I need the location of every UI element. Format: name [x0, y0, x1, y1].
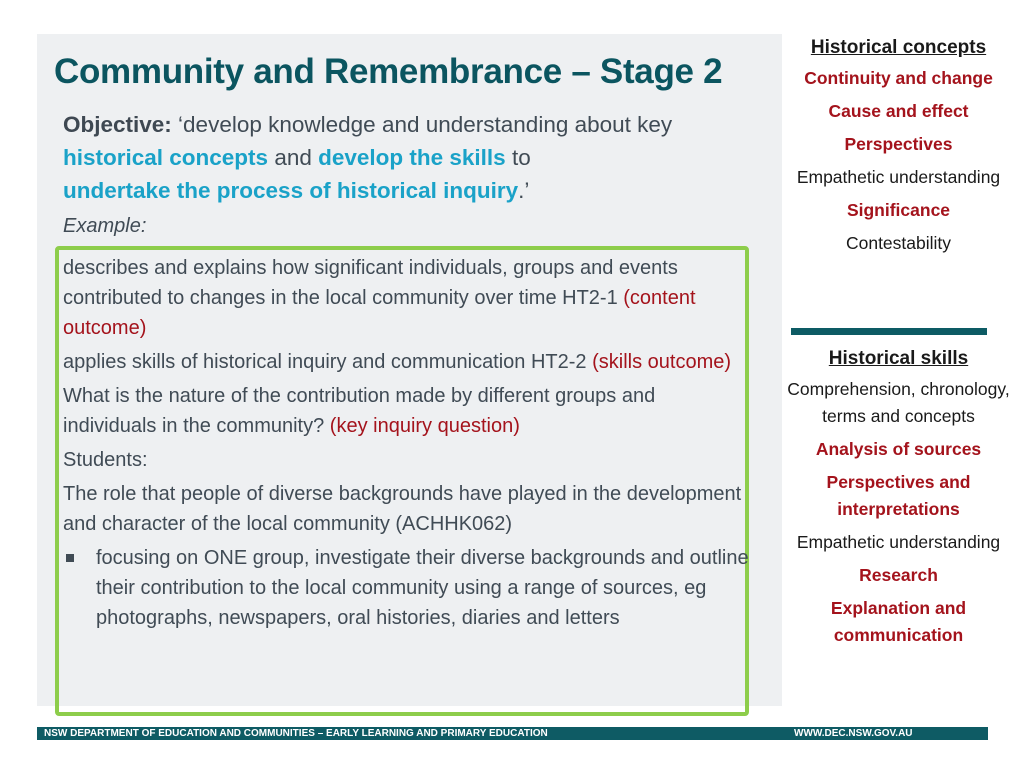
content-bullet: [63, 543, 749, 633]
content-bullet-text: focusing on ONE group, investigate their diverse backgrounds and outline their contribution to the local community using a range of sources, eg photographs, newspapers, oral histories, diaries and letters: [96, 547, 749, 629]
historical-skill-item: Empathetic understanding: [796, 532, 1001, 552]
skills-outcome-tag: (skills outcome): [592, 351, 732, 373]
key-inquiry-question: [63, 381, 749, 441]
historical-concepts-list: [786, 65, 1011, 257]
key-inquiry-question-text: What is the nature of the contribution made by different groups and individuals in the community?: [63, 385, 656, 437]
historical-concepts-panel: [786, 35, 1011, 263]
key-inquiry-question-tag: (key inquiry question): [329, 415, 520, 437]
historical-concept-item: Cause and effect: [828, 101, 969, 121]
historical-concept-item: Perspectives: [844, 134, 953, 154]
page-title: Community and Remembrance – Stage 2: [54, 52, 723, 91]
footer-website-link[interactable]: WWW.DEC.NSW.GOV.AU: [794, 728, 913, 739]
objective-highlight-inquiry: undertake the process of historical inquiry: [63, 178, 519, 203]
objective-text-1: ‘develop knowledge and understanding about key: [171, 112, 673, 137]
skills-outcome: [63, 347, 749, 377]
content-outcome-tag: (content outcome): [63, 287, 696, 339]
objective-section: [63, 108, 753, 239]
historical-skills-panel: [786, 346, 1011, 655]
objective-text-3: to: [505, 145, 531, 170]
objective-highlight-skills: develop the skills: [318, 145, 506, 170]
content-outcome: [63, 253, 749, 343]
historical-concept-item: Empathetic understanding: [796, 167, 1001, 187]
historical-skill-item: Research: [859, 565, 938, 585]
historical-skills-heading: Historical skills: [828, 348, 969, 369]
content-outcome-text: describes and explains how significant individuals, groups and events contributed to changes in the local community over time HT2-1: [63, 257, 678, 309]
objective-highlight-concepts: historical concepts: [63, 145, 269, 170]
square-bullet-icon: [66, 554, 74, 562]
objective-label: Objective:: [63, 112, 172, 137]
historical-skill-item: Explanation and communication: [830, 598, 967, 645]
historical-concept-item: Continuity and change: [804, 68, 993, 88]
historical-skill-item: Perspectives and interpretations: [826, 472, 971, 519]
historical-skills-list: [786, 376, 1011, 649]
objective-text-4: .’: [518, 178, 530, 203]
historical-concept-item: Contestability: [845, 233, 952, 253]
example-content: [63, 253, 749, 637]
sidebar-divider: [791, 328, 987, 335]
footer-bar: [37, 727, 988, 740]
content-description: The role that people of diverse backgrounds have played in the development and character of the local community (ACHHK062): [63, 483, 742, 535]
objective-paragraph: [63, 108, 753, 207]
historical-skill-item: Analysis of sources: [815, 439, 982, 459]
footer-organisation: NSW DEPARTMENT OF EDUCATION AND COMMUNITIES – EARLY LEARNING AND PRIMARY EDUCATION: [44, 728, 548, 739]
example-label: Example:: [63, 215, 147, 237]
historical-concept-item: Significance: [846, 200, 951, 220]
skills-outcome-text: applies skills of historical inquiry and communication HT2-2: [63, 351, 593, 373]
students-label: Students:: [63, 449, 148, 471]
objective-text-2: and: [268, 145, 319, 170]
historical-skill-item: Comprehension, chronology, terms and concepts: [787, 379, 1010, 426]
historical-concepts-heading: Historical concepts: [810, 37, 987, 58]
